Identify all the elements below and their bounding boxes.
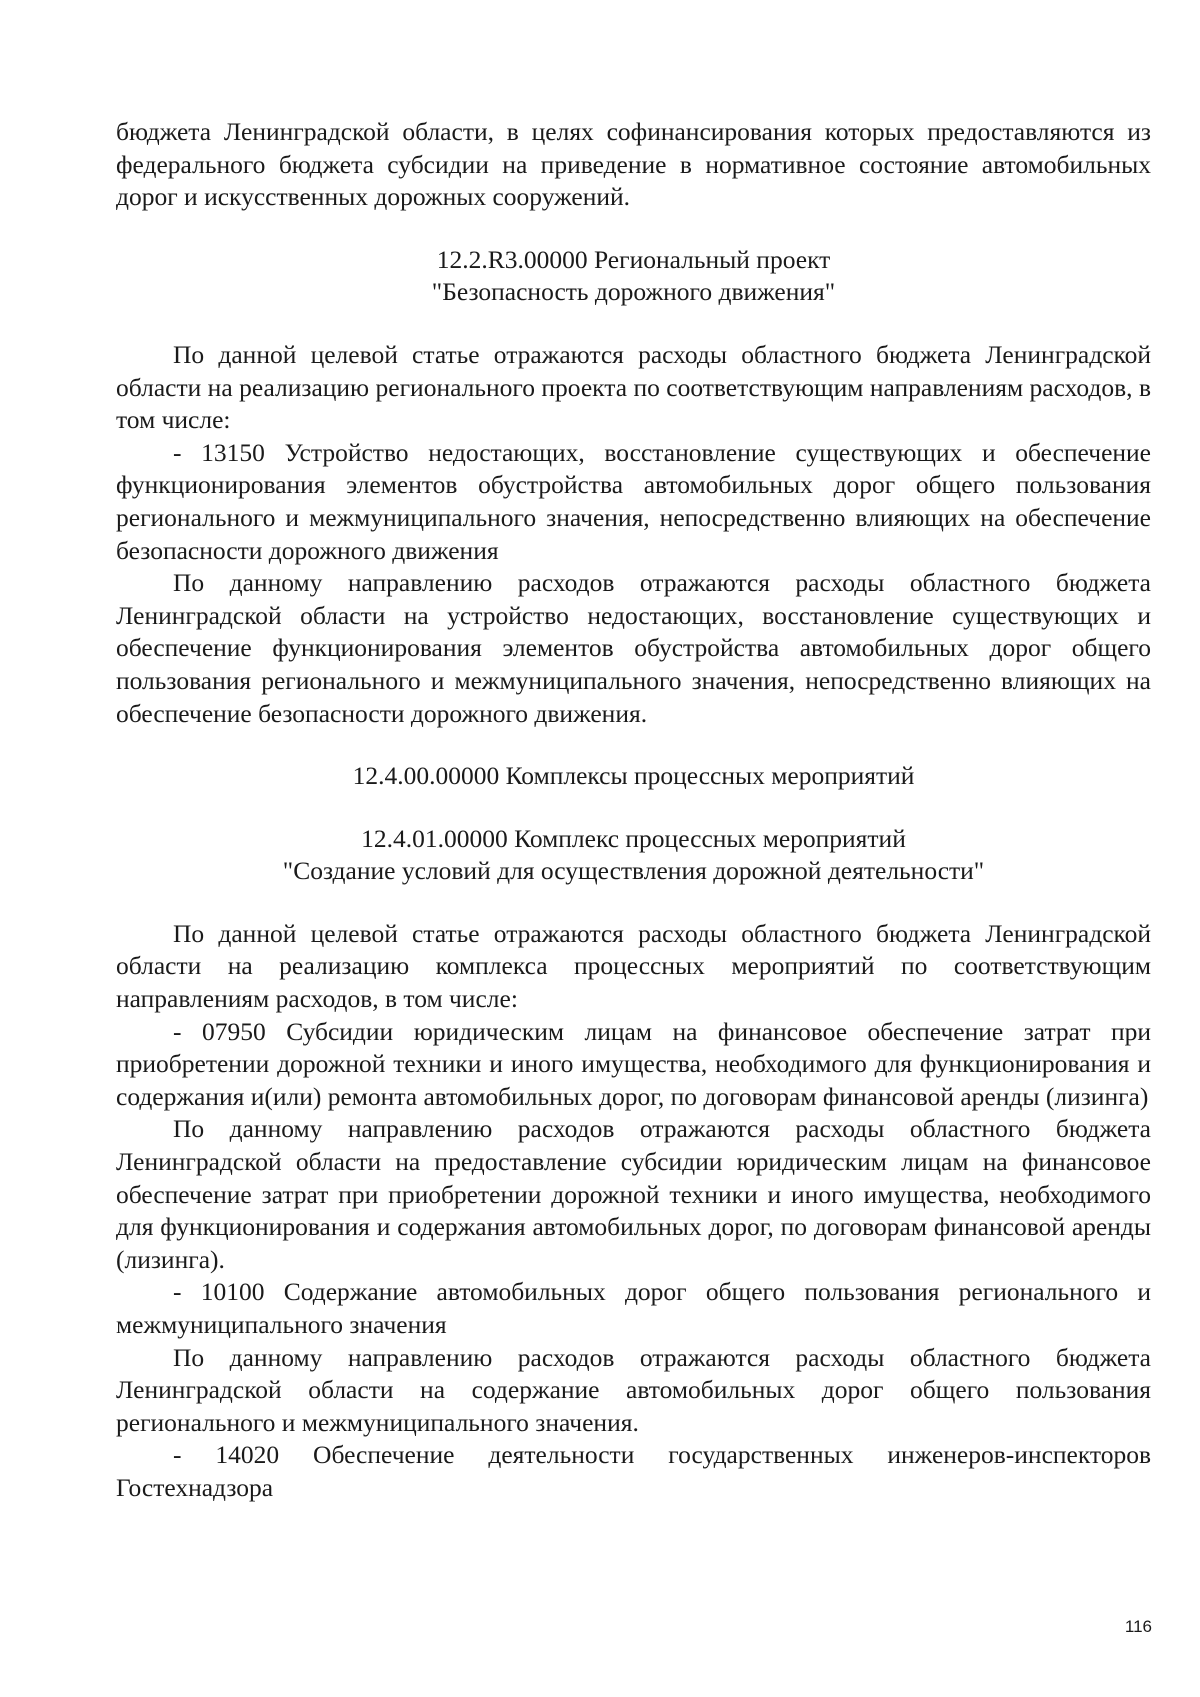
paragraph: По данной целевой статье отражаются расходы областного бюджета Ленинградской области на реализацию регионального проекта по соответствующим направлениям расходов, в том числе: (116, 339, 1151, 435)
list-item: - 14020 Обеспечение деятельности государственных инженеров-инспекторов Гостехнадзора (116, 1440, 1151, 1502)
list-item: - 10100 Содержание автомобильных дорог общего пользования регионального и межмуниципального значения (116, 1277, 1151, 1339)
heading-line: 12.4.00.00000 Комплексы процессных мероприятий (352, 761, 915, 791)
section-heading-regional-project (116, 244, 1151, 309)
paragraph: По данному направлению расходов отражаются расходы областного бюджета Ленинградской области на предоставление субсидии юридическим лицам на финансовое обеспечение затрат при приобретении дорожной техники и иного имущества, необходимого для функционирования и содержания автомобильных дорог, по договорам финансовой аренды (лизинга). (116, 1114, 1151, 1274)
heading-line: 12.4.01.00000 Комплекс процессных мероприятий (361, 823, 906, 853)
paragraph: По данному направлению расходов отражаются расходы областного бюджета Ленинградской области на содержание автомобильных дорог общего пользования регионального и межмуниципального значения. (116, 1342, 1151, 1437)
page-number: 116 (1124, 1617, 1152, 1636)
paragraph: По данному направлению расходов отражаются расходы областного бюджета Ленинградской области на устройство недостающих, восстановление существующих и обеспечение функционирования элементов обустройства автомобильных дорог общего пользования регионального и межмуниципального значения, непосредственно влияющих на обеспечение безопасности дорожного движения. (116, 568, 1151, 728)
heading-line: "Безопасность дорожного движения" (431, 277, 836, 307)
list-item: - 13150 Устройство недостающих, восстановление существующих и обеспечение функционирования элементов обустройства автомобильных дорог общего пользования регионального и межмуниципального значения, непосредственно влияющих на обеспечение безопасности дорожного движения (116, 437, 1151, 565)
heading-line: 12.2.R3.00000 Региональный проект (436, 244, 831, 274)
section-heading-complex-01 (116, 823, 1151, 888)
paragraph-continuation: бюджета Ленинградской области, в целях софинансирования которых предоставляются из федерального бюджета субсидии на приведение в нормативное состояние автомобильных дорог и искусственных дорожных сооружений. (116, 117, 1151, 212)
paragraph: По данной целевой статье отражаются расходы областного бюджета Ленинградской области на реализацию комплекса процессных мероприятий по соответствующим направлениям расходов, в том числе: (116, 918, 1151, 1014)
document-page (116, 116, 1151, 1505)
section-heading-complexes (116, 760, 1151, 793)
list-item: - 07950 Субсидии юридическим лицам на финансовое обеспечение затрат при приобретении дорожной техники и иного имущества, необходимого для функционирования и содержания и(или) ремонта автомобильных дорог, по договорам финансовой аренды (лизинга) (116, 1016, 1151, 1111)
heading-line: "Создание условий для осуществления дорожной деятельности" (282, 856, 985, 886)
